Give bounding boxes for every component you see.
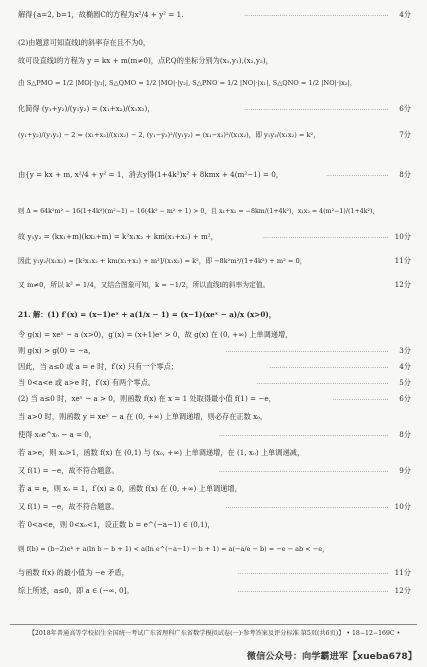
solution-line: (2)由题意可知直线l的斜率存在且不为0，: [18, 38, 151, 47]
solution-line: 当 0<a<e 或 a>e 时，f′(x) 有两个零点。 ……………………………………………………… 5分: [18, 378, 411, 387]
score-mark: 11分: [394, 568, 411, 577]
score-mark: 12分: [394, 280, 411, 289]
score-mark: 3分: [399, 346, 411, 355]
solution-line: 21. 解：(1) f′(x) = (x−1)eˣ + a(1/x − 1) = (x−1)(xeˣ − a)/x (x>0)，: [18, 310, 276, 319]
solution-line: 令 g(x) = xeˣ − a (x>0)，g′(x) = (x+1)eˣ > 0，故 g(x) 在 (0, +∞) 上单调递增，: [18, 330, 293, 339]
solution-line: 则 g(x) > g(0) = −a， …………………………………………………………………… 3分: [18, 346, 411, 355]
score-mark: 5分: [399, 378, 411, 387]
solution-line: (2) 当 a≤0 时，xeˣ − a > 0，则函数 f(x) 在 x = 1 处取得最小值 f(1) = −e， ……………………… 6分: [18, 394, 411, 403]
wechat-watermark: 微信公众号：向学霸进军【xueba678】: [246, 651, 417, 662]
score-mark: 4分: [399, 362, 411, 371]
solution-line: (y₁+y₂)/(y₁y₂) − 2 = (x₁+x₂)/(x₁x₂) − 2, (y₁−y₂)²/(y₁y₂) = (x₁−x₂)²/(x₁x₂)，即 y₁y₂/(x₁x₂) = k²， 7分: [18, 130, 411, 139]
score-mark: 10分: [394, 502, 411, 511]
solution-line: 故可设直线l的方程为 y = kx + m(m≠0)，点P,Q的坐标分别为(x₁,y₁),(x₂,y₂)，: [18, 56, 273, 65]
solution-line: 若 a = e，则 x₀ = 1，f′(x) ≥ 0，函数 f(x) 在 (0, +∞) 上单调递增，: [18, 484, 242, 493]
solution-line: 由{y = kx + m, x²/4 + y² = 1，消去y得(1+4k²)x² + 8kmx + 4(m²−1) = 0， ………………………… 8分: [18, 170, 411, 179]
score-mark: 4分: [399, 10, 411, 19]
score-mark: 8分: [399, 170, 411, 179]
score-mark: 10分: [394, 232, 411, 241]
score-mark: 6分: [399, 394, 411, 403]
page-footer: 【2018年普通高等学校招生全国统一考试广东省理科广东省数学模拟试卷(一)·参考答案及评分标准 第5页(共6页)】 • 18−12−169C •: [28, 630, 401, 637]
solution-line: 与函数 f(x) 的最小值为 −e 矛盾， ……………………………………………………………… 11分: [18, 568, 411, 577]
score-mark: 9分: [399, 466, 411, 475]
solution-line: 则 f(b) = (b−2)eᵇ + a(ln b − b + 1) < a(ln e^(−a−1) − b + 1) = a(−a/e − b) = −e − ab < −e，: [18, 545, 329, 553]
solution-line: 当 a>0 时，则函数 y = xeˣ − a 在 (0, +∞) 上单调递增，则必存在正数 x₀，: [18, 412, 268, 421]
footer-divider: [10, 624, 417, 625]
solution-line: 故 y₁y₂ = (kx₁+m)(kx₂+m) = k²x₁x₂ + km(x₁+x₂) + m²， …………………………………………………… 10分: [18, 232, 411, 241]
solution-line: 又 f(1) = −e，故不符合题意。 ……………………………………………………………………… 9分: [18, 466, 411, 475]
solution-line: 由 S△PMO = 1/2 |MO|·|y₁|, S△QMO = 1/2 |MO|·|y₂|, S△PNO = 1/2 |NO|·|x₁|, S△QNO = 1/2 |NO|·|x₂|，: [18, 79, 357, 87]
solution-line: 若 a>e，则 x₀>1，函数 f(x) 在 (0,1) 与 (x₀, +∞) 上单调递增，在 (1, x₀) 上单调递减，: [18, 448, 305, 457]
solution-line: 化简得 (y₁+y₂)/(y₁y₂) = (x₁+x₂)/(x₁x₂)， …………………………………………………………… 6分: [18, 104, 411, 113]
solution-line: 使得 x₀e^x₀ − a = 0， ……………………………………………………………………… 8分: [18, 430, 411, 439]
solution-line: 因此 y₁y₂/(x₁x₂) = [k²x₁x₂ + km(x₁+x₂) + m²]/(x₁x₂) = k²，即 −8k²m²/(1+4k²) + m² = 0， 11分: [18, 256, 411, 265]
solution-line: 若 0<a<e，则 0<x₀<1，设正数 b = e^(−a−1) ∈ (0,1)，: [18, 520, 215, 529]
solution-line: 因此，当 a≤0 或 a = e 时，f′(x) 只有一个零点； ………………………………………………… 4分: [18, 362, 411, 371]
solution-line: 又 m≠0，所以 k² = 1/4，又结合图象可知，k = −1/2，所以直线l的斜率为定值。 12分: [18, 280, 411, 289]
solution-line: 则 Δ = 64k²m² − 16(1+4k²)(m²−1) − 16(4k² − m² + 1) > 0，且 x₁+x₂ = −8km/(1+4k²)，x₁x₂ = 4(m²−1)/(1+4k²)，: [18, 208, 379, 215]
solution-line: 又 f(1) = −e，故不符合题意。 …………………………………………………………………… 10分: [18, 502, 411, 511]
score-mark: 6分: [399, 104, 411, 113]
solution-line: 综上所述，a≤0，即 a ∈ (−∞, 0]。 ……………………………………………………………… 12分: [18, 586, 411, 595]
score-mark: 12分: [394, 586, 411, 595]
solution-line: 解得{a=2, b=1，故椭圆C的方程为x²/4 + y² = 1. …………………………………………………………… 4分: [18, 10, 411, 19]
score-mark: 11分: [394, 256, 411, 265]
score-mark: 8分: [399, 430, 411, 439]
score-mark: 7分: [399, 130, 411, 139]
